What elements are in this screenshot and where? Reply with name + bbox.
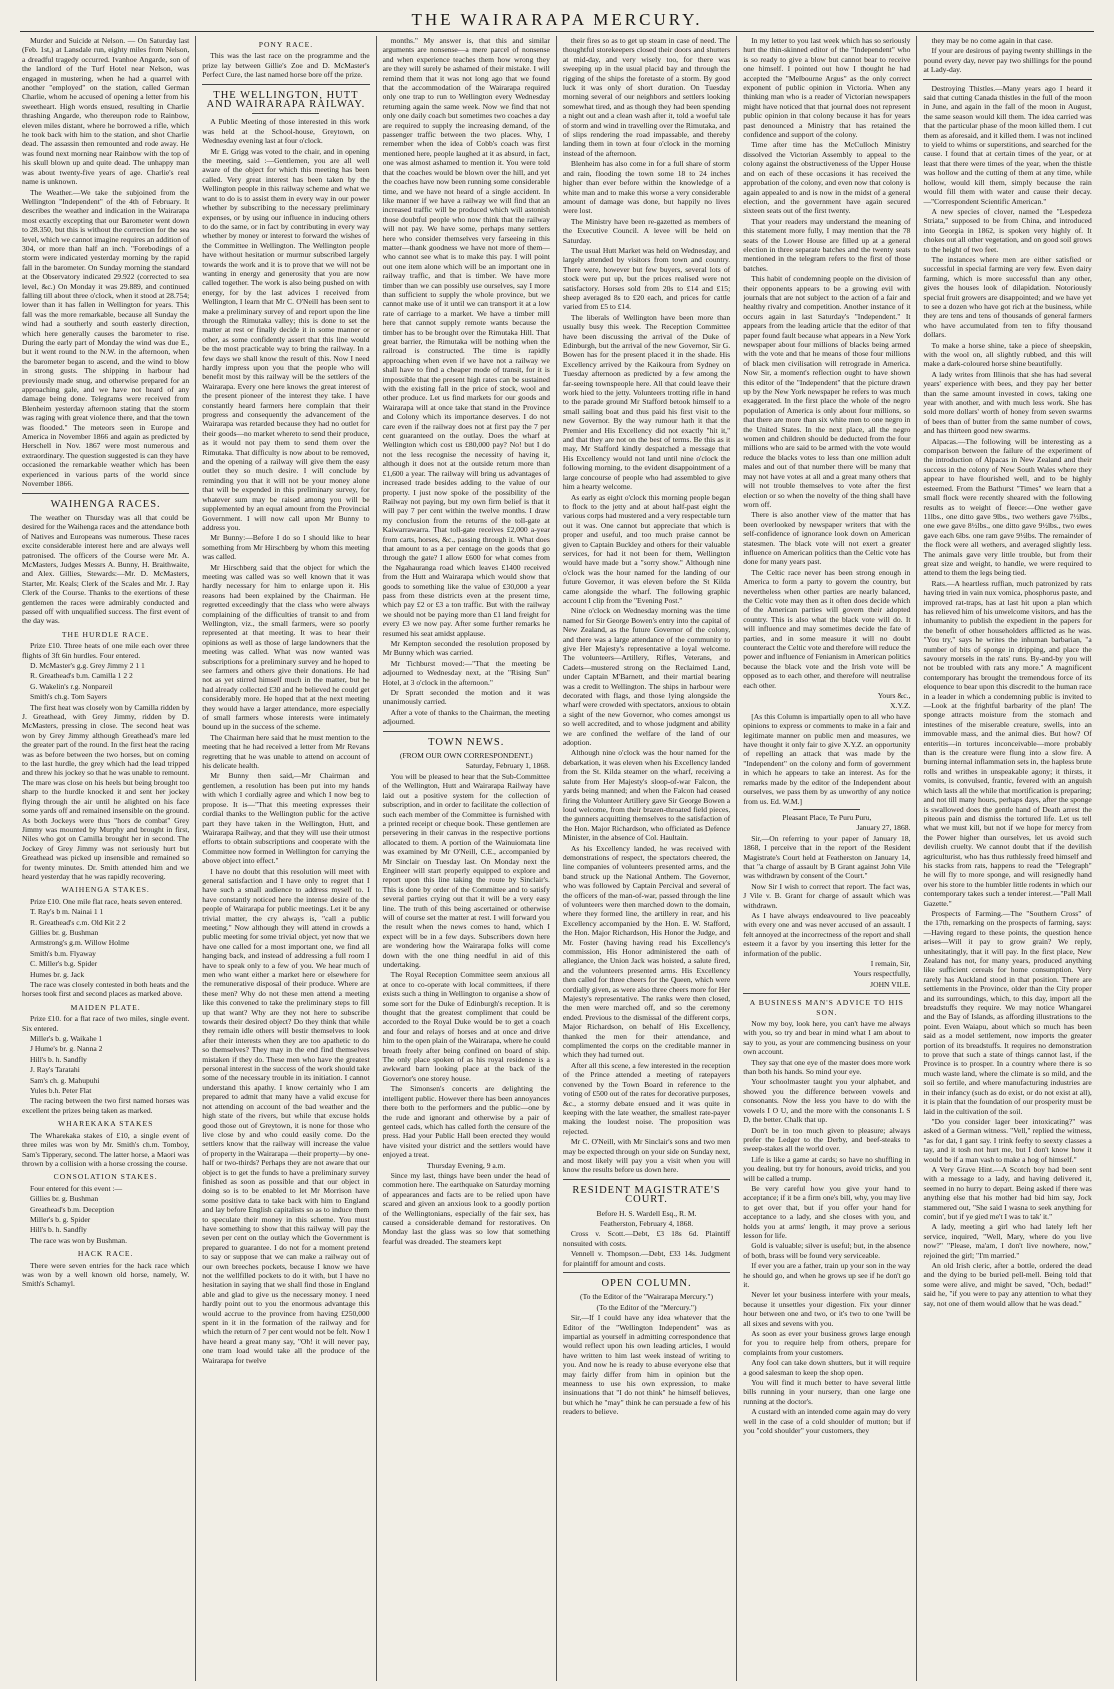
town-news-paragraph: Since my last, things have been under the head of commotion here. The earthquake on Saturday morning of appearances and facts are to be relied upon have scared and given an anxious look to a goodly portion of the Wellingtonians, especially of the fair sex, has caused a considerable demand for restoratives. On Monday last the glass was so low that something fearful was dreaded. The steamers kept bbox=[382, 1170, 550, 1246]
advice-paragraph: Any fool can take down shutters, but it will require a good salesman to keep the shop open. bbox=[743, 1358, 911, 1377]
advice-paragraph: Gold is valuable; silver is useful; but, in the absence of both, brass will be found very serviceable. bbox=[743, 1241, 911, 1260]
short-divider bbox=[252, 113, 319, 114]
race-entry: Miller's b. g. Spider bbox=[30, 1214, 91, 1224]
town-news-paragraph: Mr C. O'Neill, with Mr Sinclair's sons and two men may be expected through on your side on Sunday next, and most likely will pay you a visit when you will know the results before us down here. bbox=[562, 1137, 731, 1175]
heading-town-news: TOWN NEWS. bbox=[428, 736, 505, 748]
section-divider bbox=[202, 84, 369, 85]
letter-paragraph: There is also another view of the matter that has been overlooked by newspaper writers that with the self-confidence of ignorance look down on American statesmen. The black vote will not exert a greater influence on American politics than the Celtic vote has done for many years past. bbox=[743, 510, 911, 567]
heading-maiden-plate: MAIDEN PLATE. bbox=[70, 1002, 141, 1012]
advice-paragraph: Never let your business interfere with your meals, because it unsettles your digestion. Fix your dinner hour between one and two, or it's two to one 'twill be all sixes and sevens with you. bbox=[743, 1290, 911, 1328]
advice-paragraph: They say that one eye of the master does more work than both his hands. So mind your eye. bbox=[743, 1057, 911, 1077]
race-entry: Gillies br. g. Bushman bbox=[30, 1194, 99, 1204]
section-divider bbox=[22, 493, 189, 494]
railway-paragraph: Mr Tichburst moved:—"That the meeting be adjourned to Wednesday next, at the "Rising Sun" Hotel, at 3 o'clock in the afternoon." bbox=[382, 658, 550, 687]
letter-signature: JOHN VILE. bbox=[870, 979, 911, 989]
item-horse: To make a horse shine, take a piece of sheepskin, with the wool on, all slightly rubbed, and this will make a dark-coloured horse shine beautifully. bbox=[923, 340, 1092, 369]
race-entry: Sam's ch. g. Mahupuhi bbox=[30, 1075, 100, 1085]
railway-paragraph: I have no doubt that this resolution will meet with general satisfaction and I have only to regret that I have such a small audience to address myself to. I have constantly noticed here the intense desire of the people of Wairarapa for public meetings. Let it be any trivial matter, the cry always is, "call a public meeting." Now although they will attend in crowds a public meeting for some trivial object, yet now that we have one called for a most important one, we find all hanging back, and instead of addressing a full room I have to speak only to a few of you. We hear much of men who want either a market here or elsewhere for the remunerative disposal of their produce. Where are these men? Why do not these men attend a meeting like this convened to take the preliminary steps to fill up that want? Why are they not here to subscribe towards their desired object? Do they think that while they remain idle others will bestir themselves to look after their interests when they are too apathetic to do so themselves? They may in the end find themselves mistaken if they do. These men who have the greatest personal interest in the success of the work should take some of the necessary trouble in its initiation. I cannot understand this apathy. I know certainly who I am prepared to admit that many have a valid excuse for not attending on account of the bad weather and the high state of the rivers, but while that excuse holds good those out of Greytown, it is none for those who live close by and who could easily come. Do the settlers know that the railway will increase the value of property in the Wairarapa —their property—by one-half or two-thirds? Perhaps they are not aware that our object is to get the funds to have a preliminary survey finished as soon as possible and that our object in doing so is to be enabled to let Mr Morrison have some positive data to take back with him to England and lay before English capitalists so as to induce them to speculate their money in this scheme. You must have something to show that this railway will pay the seven per cent on the outlay which the Government is prepared to guarantee. I do not for a moment pretend to say or suppose that we can make a railway out of our own breeches pockets, because I know we have not the wellfilled pockets to do it with, but I have no hesitation in saying that we shall find those in England able and glad to give us the necessary money. I need hardly point out to you the enormous advantage this would accrue to the province from having £250,000 spent in it in the formation of the railway and for which the return of 7 per cent would not be felt. Now I have heard a great many say, "Oh! it will never pay, one tram load would take all the produce of the Wairarapa for twelve bbox=[202, 866, 370, 1365]
letter-signoff: Yours respectfully, bbox=[853, 969, 911, 979]
town-news-date: Thursday Evening, 9 a.m. bbox=[427, 1160, 506, 1170]
column-3 bbox=[377, 36, 557, 1681]
item-prospects: Prospects of Farming.—The "Southern Cross" of the 17th, remarking on the prospects of farming, says:—Having regard to these points, the question hence arises—Will it pay to grow grain? We reply, unhesitatingly, that it will pay. In the first place, New Zealand has not, for many years, produced anything like sufficient cereals for home consumption. Very rarely has Auckland stood in that position. There are settlements in the Province, older than the City proper and its surroundings, which, to this day, import all the breadstuffs they require. We may notice Whangarei and the Bay of Islands, as affording illustrations to the point. Even Waiapu, about which so much has been said as a model settlement, now imports the greater portion of its breadstuffs. It requires no demonstration to prove that such a state of things cannot last, if the Province is to prosper. In a country where there is so much waste land, where the climate is so mild, and the soil so fertile, and where manufacturing industries are in their infancy (such as do exist, or do not exist at all), it is plain that the foundation of our prosperity must be laid in the cultivation of the soil. bbox=[923, 908, 1092, 1116]
item-clover: A new species of clover, named the "Lespedeza Striata," supposed to be from China, and introduced into Georgia in 1862, is spoken very highly of. It chokes out all other vegetation, and on good soil grows to the height of two feet. bbox=[923, 206, 1092, 254]
item-lager: "Do you consider lager beer intoxicating?" was asked of a German witness. "Vell," replied the witness, "as for dat, I gant say. I trink feefty to seexty classes a tay, and it tosh not hurt me, but I don't know how it would be if a man vash to make a hog of himself." bbox=[923, 1116, 1092, 1164]
open-column-note: (To the Editor of the "Wairarapa Mercury.") bbox=[580, 1292, 714, 1302]
letter-paragraph: Now Sir I wish to correct that report. The fact was, J Vile v. B. Grant for charge of assault which was withdrawn. bbox=[743, 881, 911, 910]
race-entry: Humes br. g. Jack bbox=[30, 969, 85, 979]
column-6 bbox=[917, 36, 1097, 1681]
railway-paragraph: After a vote of thanks to the Chairman, the meeting adjourned. bbox=[382, 707, 550, 727]
heading-waihenga-races: WAIHENGA RACES. bbox=[50, 498, 161, 510]
race-entry: Smith's ch.g. Tom Sayers bbox=[30, 692, 107, 702]
letter-place: Pleasant Place, Te Puru Puru, bbox=[782, 812, 872, 822]
short-divider bbox=[793, 809, 860, 810]
column-4 bbox=[557, 36, 737, 1681]
maiden-report: The racing between the two first named horses was excellent the prizes being taken as marked. bbox=[22, 1096, 190, 1115]
railway-paragraph: Mr Bunny then said,—Mr Chairman and gentlemen, a resolution has been put into my hands with which I cordially agree and which I now beg to propose. It is—"That this meeting expresses their cordial thanks to the Wellington public for the active part they have taken in the Wellington, Hutt, and Wairarapa Railway, and that they will use their utmost efforts to obtain subscriptions and cooperate with the Committee now formed in Wellington for carrying the above object into effect." bbox=[202, 771, 370, 866]
court-case: Vennell v. Thompson.—Debt, £33 14s. Judgment for plaintiff for amount and costs. bbox=[562, 1249, 731, 1268]
advice-paragraph: A custard with an intended come again may do very well in the case of a cold shoulder of mutton; but if you "cold shoulder" your customers, they bbox=[743, 1407, 911, 1436]
item-alpacas: Alpacas.—The following will be interesting as a comparison between the failure of the experiment of the introduction of Alpacas in New Zealand and their success in the colony of New South Wales where they appear to have flourished well, and to be highly esteemed. From the Bathurst "Times" we learn that a small flock were recently sheared with the following results as to weight of fleece:—One wether gave 11lbs., one ditto gave 9lbs., two wethers gave 7½lbs., one ewe gave 8½lbs., one ditto gave 9½lbs., two ewes gave each 6lbs. one ram gave 9½lbs. The remainder of the flock were all wethers, and averaged slightly less. The animals gave very little trouble, but from their great size and weight, to handle, we were required to attend to them the legs being tied. bbox=[923, 436, 1092, 578]
race-entry: G. Wakelin's r.g. Nonpareil bbox=[30, 681, 113, 691]
race-entry: Greathead's b.m. Deception bbox=[30, 1204, 115, 1214]
heading-wharekaka-stakes: WHAREKAKA STAKES bbox=[57, 1119, 154, 1129]
column-2 bbox=[196, 36, 376, 1681]
letter-paragraph: That your readers may understand the meaning of this statement more fully, I may mention that the 78 seats of the Lower House are filled up at a general election in three separate batches and the twenty seats mentioned in the telegram refers to the first of those batches. bbox=[743, 216, 911, 273]
town-news-paragraph: The Royal Reception Committee seem anxious all at once to co-operate with local committees, if there exists such a thing in Wellington to organise a show of some sort for the Duke of Edinburgh's reception. It is thought that the greatest compliment that could be accorded to the Royal Duke would be to get a coach and four and relays of horses and at once and drive him to the open plain of the Wairarapa, where he could breath freely after being confined on board of ship. The only place spoken of as his royal residence is a awkward barn looking place at the back of the Governor's one storey house. bbox=[382, 970, 550, 1083]
masthead-rule bbox=[20, 31, 1094, 32]
advice-paragraph: Be very careful how you give your hand to acceptance; if it be a firm one's bill, why, you may live to get over that, but if you offer your hand for acceptance to a lady, and she closes with you, and holds you at arms' length, it may prove a serious lesson for life. bbox=[743, 1183, 911, 1240]
editor-note: [As this Column is impartially open to all who have opinions to express or comments to make in a fair and legitimate manner on public men and measures, we have thought it only fair to give X.Y.Z. an opportunity of repelling an attack that was made by the "Independent" on the colony and form of government in which he appears to take an interest. As for the remarks made by the editor of the Independent about ourselves, we pass them by as unworthy of any notice from us. Ed. W.M.] bbox=[743, 711, 911, 806]
advice-paragraph: Your schoolmaster taught you your alphabet, and showed you the difference between vowels and consonants. Now the less you have to do with the vowels I O U, and the more with the consonants L S D, the better. Chalk that up. bbox=[743, 1077, 911, 1125]
heading-waihenga-stakes: WAIHENGA STAKES. bbox=[61, 885, 150, 895]
letter-paragraph: Time after time has the McCulloch Ministry dissolved the Victorian Assembly to appeal to the colony against the obstructiveness of the Upper House and on each of these occasions it has received the approbation of the colony, and even now that colony is again appealed to and is now in the midst of a general election, and the government have again secured sixteen seats out of the first twenty. bbox=[743, 140, 911, 216]
section-divider bbox=[383, 731, 550, 732]
town-news-paragraph: Nine o'clock on Wednesday morning was the time named for Sir George Bowen's entry into the capital of New Zealand, as the future Governor of the colony, and there was a large attendance of the community to give Her Majesty's representative a loyal welcome. The volunteers—Artillery, Rifles, Veterans, and Cadets—mustered strong on the Reclaimed Land, under Captain M'Barnett, and their martial bearing was a credit to Wellington. The ships in harbour were decorated with flags, and those lying alongside the wharf were crowded with spectators, anxious to obtain a sight of the new Governor, who comes amongst us so well accredited, and to whose judgment and ability we are confined the welfare of the land of our adoption. bbox=[562, 606, 731, 748]
town-news-date: Saturday, February 1, 1868. bbox=[465, 761, 550, 771]
town-news-paragraph: As his Excellency landed, he was received with demonstrations of respect, the spectators cheered, the line companies of volunteers presented arms, and the band struck up the National Anthem. The Governor, who was followed by Captain Percival and several of the officers of the man-of-war, passed through the line of volunteers were then marched down to the domain, where they formed line, the artillery in rear, and his Excellency accompanied by the Hon. E. W. Stafford, the Hon. Major Richardson, His Honor the Judge, and Mr. Foster (having having read his Excellency's commission, His Honor administered the oath of allegiance, the Union Jack was hoisted, a salute fired, and the volunteers presented arms. His Excellency then called for three cheers for the Queen, which were cordially given, as were also three cheers more for Her Majesty's representative. The ranks were then closed, the men were marched off, and so the ceremony ended. Previous to the dismissal of the different corps, Major Richardson, on behalf of His Excellency, thanked the men for their attendance, and complimented the corps on the creditable manner in which they had turned out. bbox=[562, 843, 731, 1060]
article-murder: Murder and Suicide at Nelson. — On Saturday last (Feb. 1st,) at Lansdale run, eighty miles from Nelson, a dreadful tragedy occurred. Ivanhoe Angarde, son of the landlord of the Turf Hotel near Nelson, was engaged in mustering, when he had a quarrel with another "employed" on the station, called German Charlie, whom he accused of opening a letter from his sweetheart. High words ensued, resulting in Charlie thrashing Angarde, who thereupon rode to Rainbow, eleven miles distant, where he borrowed a rifle, which he took back with him to the station, and shot Charlie dead. The assassin then remounted and rode away. He was found next morning near Rainbow with the top of his skull blown up and quite dead. The unhappy man was about twenty-five years of age. Charlie's real name is unknown. bbox=[22, 36, 190, 187]
advice-paragraph: Life is like a game at cards; so have no shuffling in you dealing, but try for honours, avoid tricks, and you will be called a trump. bbox=[743, 1154, 911, 1183]
section-divider bbox=[563, 1179, 730, 1180]
heading-pony-race: PONY RACE. bbox=[258, 40, 314, 49]
town-news-paragraph: As early as eight o'clock this morning people began to flock to the jetty and at about half-past eight the various corps had mustered and a very respectable turn out it was. One cannot but appreciate that which is proper and useful, and too much praise cannot be given to Captain Buckley and others for their valuable services, for had it not been for them, Wellington would have made but a "sorry show." Although nine o'clock was the hour named for the landing of our future Governor, it was eleven before the St Kilda came alongside the wharf. The following graphic account I clip from the "Evening Post." bbox=[562, 492, 731, 605]
race-entry: R. Greathead's c.m. Old Kit 2 2 bbox=[30, 917, 126, 927]
column-5 bbox=[737, 36, 917, 1681]
hack-report: There were seven entries for the hack race which was won by a well known old horse, namely, W. Smith's Schamyl. bbox=[22, 1260, 190, 1289]
advice-paragraph: they may be no come again in that case. bbox=[931, 36, 1053, 45]
advice-paragraph: Now my boy, look here, you can't have me always with you, so try and bear in mind what I am about to say to you, as your are commencing business on your own account. bbox=[743, 1019, 911, 1057]
letter-paragraph: The Celtic race never has been strong enough in America to form a party to govern the country, but nevertheless when other parties are nearly balanced, the Celtic vote may then as it often does decide which of the American parties will govern their adopted country. This is also what the black vote will do. It will influence and may sometimes decide the fate of parties, and in some measure it will no doubt counteract the Celtic vote and therefore will reduce the power and influence of Fenianism in American politics because the black vote and the Irish vote will be opposed as to each other, and therefore will neutralise each other. bbox=[743, 567, 911, 690]
heading-open-column: OPEN COLUMN. bbox=[601, 1278, 692, 1289]
letter-date: January 27, 1868. bbox=[856, 823, 911, 833]
advice-paragraph: You will find it much better to have several little bills running in your nursery, than one large one running at the doctor's. bbox=[743, 1378, 911, 1406]
race-entry: Yules b.h. Peter Flat bbox=[30, 1086, 92, 1096]
court-before: Before H. S. Wardell Esq., R. M. bbox=[596, 1208, 697, 1218]
letter-paragraph: Sir,—On referring to your paper of January 18, 1868, I perceive that in the report of the Resident Magistrate's Court held at Featherston on January 14, that "a charge of assault by B Grant against John Vile was withdrawn by consent of the Court." bbox=[743, 833, 911, 881]
town-news-paragraph: their fires so as to get up steam in case of need. The thoughtful storekeepers closed their doors and shutters at mid-day, and very wisely too, for there was sweeping up in the usual placid bay and through the rigging of the ships the foretaste of a storm. By good luck it was only of short duration. On Tuesday morning several of our neighbors and settlers looking somewhat tired, and as though they had been spending a night out and a clean wash after it, told a woeful tale of storm and wind in travelling over the Rimutaka, and of slips rendering the road impassable, and thereby landing them in town at four o'clock in the morning instead of the afternoon. bbox=[562, 36, 731, 158]
town-news-paragraph: After all this scene, a few interested in the reception of the Prince attended a meeting of ratepayers convened by the Town Board in reference to the voting of £500 out of the rates for decorative purposes, &c., a stormy debate ensued and it was quite in keeping with the late weather, the smallest rate-payer making the loudest noise. The proposition was rejected. bbox=[562, 1060, 731, 1136]
item-bees: A lady writes from Illinois that she has had several years' experience with bees, and they pay her better than the same amount invested in cows, taking one year with another, and with much less work. She has sold more dollars' worth of honey from seven swarms of bees than of butter from the same number of cows, and has thirteen good new swarms. bbox=[923, 369, 1092, 436]
railway-paragraph: A Public Meeting of those interested in this work was held at the School-house, Greytown, on Wednesday evening last at four o'clock. bbox=[202, 117, 370, 146]
section-divider bbox=[563, 1272, 730, 1273]
race-entry: Miller's b. g. Waikahe 1 bbox=[30, 1034, 103, 1044]
race-entry: J Hume's br. g. Nanna 2 bbox=[30, 1044, 103, 1054]
town-news-paragraph: Blenheim has also come in for a full share of storm and rain, flooding the town some 18 to 24 inches higher than ever before within the knowledge of a white man and to make this worse a very considerable amount of damage was done, but happily no lives were lost. bbox=[562, 159, 731, 216]
town-news-paragraph: You will be pleased to hear that the Sub-Committee of the Wellington, Hutt and Wairarapa Railway have laid out a positive system for the collection of subscription, and in order to facilitate the collection of such each member of the Committee is furnished with a printed receipt or cheque book. These gentlemen are persevering in their canvas in the respective portions allocated to them. A portion of the Wainuiomata line was examined by Mr O'Neill, C.E., accompanied by Mr Sinclair on Tuesday last. On Monday next the Engineer will start properly equipped to explore and report upon this line taking the route by Sinclair's. This is done by order of the Committee and to satisfy several parties crying out that it will be a very easy line. The truth of this being ascertained or otherwise will of course set the matter at rest. I will forward you the result when the news comes to hand, which I expect will be in a few days. Subscribers down here are wondering how the Wairarapa folks will come down with the one thing needful in aid of this undertaking. bbox=[382, 771, 550, 969]
consolation-report: The race was won by Bushman. bbox=[30, 1235, 128, 1245]
race-entry: T. Ray's b m. Nainai 1 1 bbox=[30, 907, 104, 917]
heading-railway: THE WELLINGTON, HUTT AND WAIRARAPA RAILWAY. bbox=[206, 89, 366, 111]
advice-paragraph: If your are desirous of paying twenty shillings in the pound every day, never pay two shillings for the pound at Lady-day. bbox=[923, 46, 1092, 75]
race-entry: R. Greathead's b.m. Camilla 1 2 2 bbox=[30, 671, 133, 681]
court-case: Cross v. Scott.—Debt, £3 18s 6d. Plaintiff nonsuited with costs. bbox=[562, 1229, 731, 1248]
page-columns bbox=[16, 36, 1098, 1681]
railway-paragraph: Mr E. Grigg was voted to the chair, and in opening the meeting, said :—Gentlemen, you are all well aware of the object for which this meeting has been called. Very great interest has been taken by the Wellington people in this railway scheme and what we want to do is to assist them in every way in our power whether by subscribing to the necessary preliminary expenses, or by using our influence in inducing others to do the same, or in fact by contributing in every way whether by money or interest to forward the wishes of the Committee in Wellington. The Wellington people have without hesitation or murmur subscribed largely towards the work and it is to prove that we will not be wanting in energy and generosity that you are now called together. The work is also being pushed on with energy, for by the last advices I received from Wellington, I learn that Mr C. O'Neill has been sent to make a preliminary survey of and report upon the line through the Rimutaka valley; this is done to set the matter at rest or finally decide it in some manner or other, as some confidently assert that this line would be the most practicable way to bring the railway. In a few days we shall know the result of this. Now I need hardly impress upon you that the people who will benefit most by this railway will be the settlers of the Wairarapa. Every one here knows the great interest of the present pioneer of the interest they take. I have constantly heard farmers here complain that their progress and consequently the advancement of the Wairarapa was retarded because they had no outlet for their goods—no market whereto to send their produce, as it would not pay them to send them over the Rimutaka. That difficulty is now about to be removed, and the opening of a railway will give them the easy outlet they so much desire. I will conclude by reminding you that it will not be your money alone that will be expended in this preliminary survey, for whatever sum may be raised among you will be supplemented by an equal amount from the Provincial Government. I will now call upon Mr Bunny to address you. bbox=[202, 146, 370, 532]
heading-hurdle-race: THE HURDLE RACE. bbox=[61, 629, 150, 639]
consolation-intro: Four entered for this event :— bbox=[30, 1183, 123, 1193]
item-grave-hint: A Very Grave Hint.—A Scotch boy had been sent with a message to a lady, and having delivered it, seemed in no hurry to depart. Being asked if there was anything else that his mother had bid him say, Jock stammered out, "She said I wasna to seek anything for comin', but if ye gied me't I was to tak' it." bbox=[923, 1164, 1092, 1221]
town-news-paragraph: The Simonsen's concerts are delighting the intelligent public. However there has been annoyances there both to the performers and the public—one by the rude and ignorant and otherwise by a pair of genteel cads, which has called forth the censure of the press. Had your Public Hall been erected they would have visited your district and the settlers would have enjoyed a treat. bbox=[382, 1084, 550, 1160]
town-news-paragraph: The liberals of Wellington have been more than usually busy this week. The Reception Committee have been discussing the arrival of the Duke of Edinburgh, but the arrival of the new Governor, Sir G. Bowen has for the present placed it in the shade. His Excellency arrived by the Kaikoura from Sydney on Tuesday afternoon as predicted by a few among the far-seeing townspeople here. All that could leave their work hied to the jetty. Volunteers trotting rifle in hand to the parade ground Mr Stafford betook himself to a small sailing boat and thus paid his first visit to the new Governor. By the way rumour hath it that the Premier and His Excellency did not exactly "hit it," and that they are not on the best of terms. Be this as it may, Mr Stafford kindly despatched a message that His Excellency would not land until nine o'clock the following morning, to the evident disappointment of a large concourse of people who had assembled to give him a hearty welcome. bbox=[562, 312, 731, 492]
letter-signature: X.Y.Z. bbox=[890, 701, 911, 711]
letter-signoff: Yours &c., bbox=[877, 691, 911, 701]
advice-paragraph: As soon as ever your business grows large enough for you to require help from others, prepare for complaints from your customers. bbox=[743, 1329, 911, 1357]
railway-paragraph: Mr Hirschberg said that the object for which the meeting was called was so well known that it was hardly necessary for him to enlarge upon it. His reasons had been explained by the Chairman. He regretted exceedingly that the class who were always complaining of the difficulties of transit to and from Wellington, viz., the small farmers, were so poorly represented at that meeting. It was to hear their opinions as well as those of large landowners that the meeting was called. What was now wanted was subscriptions for a preliminary survey and he hoped to see farmers and others give their donations. He had not as yet stirred himself much in the matter, but he had already collected £30 and he believed he could get considerably more. He hoped that at the next meeting they would have a larger attendance, more especially of small farmers whose interests were intimately bound up in the success of the scheme. bbox=[202, 562, 370, 732]
stakes-prize: Prize £10. One mile flat race, heats seven entered. bbox=[30, 896, 183, 906]
advice-paragraph: Don't be in too much given to pleasure; always prefer the Ledger to the Derby, and beef-steaks to sweep-stakes all the world over. bbox=[743, 1125, 911, 1154]
race-entry: Hill's b. h. Sandfly bbox=[30, 1225, 87, 1235]
race-entry: C. Miller's b.g. Spider bbox=[30, 959, 98, 969]
letter-signoff: I remain, Sir, bbox=[870, 959, 911, 968]
masthead bbox=[0, 0, 1114, 34]
races-intro: The weather on Thursday was all that could be desired for the Waihenga races and the attendance both of Natives and Europeans was numerous. These races excite considerable interest here and are always well patronised. The officers of the Course were Mr. A. McMasters, Judges Messrs A. Bunny, H. Braithwaite, and Alex. Gillies, Stewards:—Mr. D. McMasters, Starter, Mr. Keals; Clerk of the Scales and Mr. J. Ray Clerk of the Course. Thanks to the exertions of these gentlemen the races were admirably conducted and passed off with unqualified success. The first event of the day was. bbox=[22, 512, 190, 626]
hurdle-report: The first heat was closely won by Camilla ridden by J. Greathead, with Grey Jimmy, ridden by D. McMasters, pressing in close. The second heat was won by Grey Jimmy although Greathead's mare led the greater part of the round. In the first heat the racing was as before between the two horses, but on coming to the last hurdle, the grey which had the lead tripped and threw his jockey so that he was unable to remount. The mare was close on his heels but being brought too sharp to the hurdle knocked it and sent her jockey flying through the air until he alighted on his face some yards off and remained insensible on the ground. As both Jockeys were thus "hors de combat" Grey Jimmy was mounted by Murphy and brought in first, Niles who got on Camilla brought her in second. The Jockey of Grey Jimmy was not seriously hurt but Greathead was picked up insensible and remained so for twenty minutes. Dr. Smith attended him and we heard yesterday that he was rapidly recovering. bbox=[22, 702, 190, 881]
town-news-paragraph: Although nine o'clock was the hour named for the debarkation, it was eleven when his Excellency landed from the St. Kilda steamer on the wharf, receiving a salute from Her Majesty's sloop-of-war Falcon, the yards being manned; and when the Falcon had ceased firing the Volunteer Artillery gave Sir George Bowen a loud welcome, from their brazen-throated field pieces, the gunners acquitting themselves to the satisfaction of the Hon. Major Richardson, who officiated as Defence Minister, in the absence of Col. Haultain. bbox=[562, 748, 731, 843]
race-entry: Hill's b. h. Sandfly bbox=[30, 1054, 87, 1064]
section-divider bbox=[743, 993, 910, 994]
newspaper-title: THE WAIRARAPA MERCURY. bbox=[411, 10, 703, 29]
town-news-byline: (FROM OUR OWN CORRESPONDENT.) bbox=[399, 751, 533, 761]
race-entry: Smith's b.m. Flyaway bbox=[30, 948, 96, 958]
court-date: Featherston, February 4, 1868. bbox=[599, 1218, 694, 1228]
item-farming: The instances where men are either satisfied or successful in special farming are very few. Even dairy farming, which is more successful than any other, gives the houses look of dilapidation. Notoriously special fruit growers are disappointed; and we have yet to see a dozen who have got rich at the business, while they are tens and tens of thousands of general farmers who have accumulated from ten to fifty thousand dollars. bbox=[923, 254, 1092, 340]
race-entry: D. McMaster's g.g. Grey Jimmy 2 1 1 bbox=[30, 661, 145, 670]
heading-business-advice: A BUSINESS MAN'S ADVICE TO HIS SON. bbox=[749, 998, 904, 1017]
heading-magistrates-court: RESIDENT MAGISTRATE'S COURT. bbox=[572, 1184, 721, 1206]
railway-paragraph: Mr Kempton seconded the resolution proposed by Mr Bunny which was carried. bbox=[382, 639, 550, 658]
item-irish-cleric: An old Irish cleric, after a bottle, ordered the dead and the dying to be buried pell-mell. Being told that some were alive, and might be saved, "Och, bedad!" said he, "if you were to pay any attention to what they say, not one of them would allow that he was dead." bbox=[923, 1261, 1092, 1308]
railway-paragraph: The Chairman here said that he must mention to the meeting that he had received a letter from Mr Revans regretting that he was unable to attend on account of his delicate health. bbox=[202, 732, 370, 771]
section-divider bbox=[923, 79, 1091, 80]
letter-paragraph: Sir,—If I could have any idea whatever that the Editor of the "Wellington Independent" was as impartial as yourself in admitting correspondence that would reflect upon his own leading articles, I would have written to him last week instead of writing to you. And now he is ready to abuse everyone else that may fairly differ from him in opinion but the meanness to use his own expression, to make insinuations that "I do not think" he himself believes, but which he "may" think he can persuade a few of his readers to believe. bbox=[562, 1313, 731, 1417]
maiden-prize: Prize £10. for a flat race of two miles, single event. Six entered. bbox=[22, 1014, 190, 1033]
railway-paragraph: Dr Spratt seconded the motion and it was unanimously carried. bbox=[382, 688, 550, 707]
railway-paragraph: months." My answer is, that this and similar arguments are nonsense—a mere parcel of nonsense and when experience teaches them how wrong they are they will surely be ashamed of their mistake. I will remind them that it was not long ago that we found that the accommodation of the Wairarapa required only one trap to run to Wellington every Wednesday returning again the same week. Now we find that not only one daily coach but sometimes two coaches a day are required to supply the increasing demand, of the passenger traffic between the two places. Why, I remember when the idea of Cobb's coach was first mentioned here, people laughed at it as absurd, in fact, one was almost ashamed to mention it. You were told that the coaches would be blown over the hill, and yet the coaches have now been running some considerable time, and we have not heard of a single accident. In like manner if we have a railway we will find that an increased traffic will be produced which will astonish those doubtful people who now think that the railway will not pay. We have some, perhaps many settlers here who consider themselves very farseeing in this matter—thank goodness we have not more of them—who cannot see what is to make this pay. I will point out one item alone which will be an important one in railway traffic, and that is timber. We have more timber than we can possibly use ourselves, say I more than sufficient to supply the whole province, but we cannot make use of it until we can transport it at a low rate of carriage to a market. We have a timber mill here that cannot supply remote wants because the timber has to be brought over the Rimutaka Hill. That great barrier, the Rimutaka will be nothing when the railroad is constructed. The time is rapidly approaching when even if we have not a railway we shall have to find a cheaper mode of transit, for it is impossible that the present high rates can be sustained with the existing fall in the price of stock, wool and other produce. Let us find markets for our goods and Wairarapa will at once take that stand in the Province and Colony which its importance deserves. I do not care even if the railway does not at first pay the 7 per cent guaranteed on the outlay. Does the wharf at Wellington which cost us £80,000 pay? No! but I do not the less recognise the necessity of having it, although it does not at the outside return more than £1,600 a year. The railway will bring us advantages of increased trade besides adding to the value of our property. I just now spoke of the possibility of the Railway not paying, but my own firm belief is that it will pay 7 per cent within the twelve months. I draw my conclusion from the returns of the toll-gate at Kaiwarrawarra. That toll-gate receives £2,000 a-year from carts, horses, &c., passing through it. What does that amount to as a per centage on the goods that go through the gate? I allow £600 for what comes from the Ngahauranga road which leaves £1400 received from the Hutt and Wairarapa which would show that goods to something like the value of £30,000 a year pass from these districts even at the present time, which pay £2 or £3 a ton traffic. But with the railway we should not be paying more than £1 land freight for every £3 we now pay. After some further remarks he resumed his seat amidst applause. bbox=[382, 36, 550, 638]
letter-paragraph: In my letter to you last week which has so seriously hurt the thin-skinned editor of the "Independent" who is so ready to give a blow but cannot bear to receive one himself. I pointed out how I thought he had accepted the "Melbourne Argus" as the only correct exponent of public opinion in Victoria. When any thinking man who is a reader of Victorian newspapers might have noticed that that journal does not represent public opinion in that colony because it has for years past denounced a Ministry that has retained the confidence and support of the colony. bbox=[743, 36, 911, 140]
race-entry: Armstrong's g.m. Willow Holme bbox=[30, 938, 130, 948]
hurdle-prize: Prize £10. Three heats of one mile each over three flights of 3ft 6in hurdles. Four entered. bbox=[22, 641, 190, 660]
pony-report: This was the last race on the programme and the prize lay between Gillie's Zoe and D. McMaster's Perfect Cure, the last named horse bore off the prize. bbox=[202, 51, 370, 80]
town-news-paragraph: The usual Hutt Market was held on Wednesday, and largely attended by visitors from town and country. There were, however but few buyers, several lots of stock were put up, but the prices realised were not satisfactory. Horses sold from 20s to £14 and £15; sheep averaged 8s to £20 each, and prices for cattle varied from £5 to £14. bbox=[562, 245, 731, 312]
stakes-report: The race was closely contested in both heats and the horses took first and second places as marked above. bbox=[22, 980, 190, 999]
item-rats: Rats.—A heartless ruffian, much patronized by rats having tried in vain nux vomica, phosphorus paste, and improved rat-traps, has at last hit upon a plan which has relieved him of his unwelcome visitors, and has the inhumanity to publish the expedient in the papers for the benefit of other householders afflicted as he was. "You try," says he writes the inhuman barbarian, "a number of bits of sponge in dripping, and place the savoury morsels in the rats' runs. By-and-by you will not be troubled with rats any more." A magnificent contemporary has brought the tremendous force of its eloquence to bear upon this discredit to the human race in a leader in which a condemning public is invited to—Look at the frightful barbarity of the plan! The sponge attracts moisture from the stomach and intestines of the miserable creature, swells, into an immovable mass, and the animal dies. But how? Of enteritis—in tortures inconceivable—more probably than is the creature were flung into a slow fire. A burning internal inflammation sets in, the hapless brute rolls and writhes in unspeakable agony; it thirsts, it vomits, is convulsed, frantic, fevered with an anguish which lasts all the while that mortification is preparing; and not till many hours, perhaps days, after the sponge is swallowed does the gentle hand of Death arrest the piteous pain and dismiss the tortured life. Let us tell what we must kill, but not if we hope for mercy from the Power higher than ourselves, let us avoid such devilish cruelty. We cannot doubt that if the devilish agriculturist, who has thus ruthlessly freed himself and his stacks from rats, happens to read the "Telegraph" he will fly to more sponge, and will resignedly hand over his store to the humbler little rodents in which our contemporary takes such a tender interest.—"Pall Mall Gazette." bbox=[923, 578, 1092, 908]
heading-consolation-stakes: CONSOLATION STAKES. bbox=[53, 1172, 158, 1182]
race-entry: Gillies br. g. Bushman bbox=[30, 927, 99, 937]
town-news-paragraph: The Ministry have been re-gazetted as members of the Executive Council. A levee will be held on Saturday. bbox=[562, 216, 731, 245]
column-1 bbox=[16, 36, 196, 1681]
letter-paragraph: As I have always endeavoured to live peaceably with every one and was never accused of an assault. I felt annoyed at the incorrectness of the report and shall esteem it a favor by you inserting this letter for the information of the public. bbox=[743, 910, 911, 958]
heading-hack-race: HACK RACE. bbox=[77, 1249, 134, 1259]
race-entry: J. Ray's Taratahi bbox=[30, 1065, 80, 1075]
railway-paragraph: Mr Bunny:—Before I do so I should like to hear something from Mr Hirschberg by whom this meeting was called. bbox=[202, 533, 370, 562]
open-column-to: (To the Editor of the "Mercury.") bbox=[596, 1302, 697, 1312]
item-mary: A lady, meeting a girl who had lately left her service, inquired, "Well, Mary, where do you live now?" "Please, ma'am, I don't live nowhere, now," rejoined the girl; "I'm married." bbox=[923, 1222, 1092, 1260]
advice-paragraph: If ever you are a father, train up your son in the way he should go, and when he grows up see if he don't go it. bbox=[743, 1261, 911, 1289]
letter-paragraph: This habit of condemning people on the division of their opponents appears to be a growing evil with journals that are not subject to the action of a fair and healthy rivalry and competition. Another instance of it occurs again in last Saturday's "Independent." It appears from the leading article that the editor of that paper found fault because what appears in a New York newspaper about four millions of blacks being armed with the vote and that he means of those four millions of black men civilisation will retrograde in America. Now Sir, a moment's reflection ought to have shown this editor of the "Independent" that the picture drawn up by the New York newspaper he refers to was much exaggerated. In the first place the whole of the negro population of America is only about four millions, so that there are more than six white men to one negro in the United States. In the next place, all the negro women and children should be deducted from the four millions who are said to be armed with the vote would reduce the blacks votes to less than one million adult males and out of that number there will be many that may not have votes at all and a great many others that will not trouble themselves to vote after the first election or so when the novelty of the thing shall have worn off. bbox=[743, 274, 911, 509]
article-weather: The Weather.—We take the subjoined from the Wellington "Independent" of the 4th of February. It describes the weather and indication in the Wairarapa most exactly excepting that our Barometer went down to 28.350, but this is without the correction for the sea level, which we cannot imagine requires an addition of 304, or more than half an inch. "Forebodings of a storm were indicated yesterday morning by the rapid fall in the barometer. On Sunday morning the standard at the Observatory indicated 29.922 (corrected to sea level, &c.) On Monday it was 29.889, and continued falling till about three o'clock, when it stood at 28.754; lower than it has fallen in Wellington for years. This fall was the more remarkable, because all Sunday the wind had a southerly and south easterly direction, which here generally causes the barometer to rise. During the early part of Monday the wind was due E., but it went round to the N.W. in the afternoon, when the barometer began to ascend, and the wind to blow in strong gusts. The shipping in harbour had previously made snug, and otherwise prepared for an approaching gale, and we have not heard of any damage being done. Telegrams were received from Blenheim yesterday afternoon stating that the storm was raging with great violence there, and that the town was flooded." The meteors seen in Europe and America in November 1866 and again as predicted by Herschell in Nov. 1867 were most numerous and extraordinary. The question suggested is can they have occasioned the remarkable weather which has been experienced in various parts of the world since November 1866. bbox=[22, 187, 190, 489]
item-thistles: Destroying Thistles.—Many years ago I heard it said that cutting Canada thistles in the full of the moon in June, and again in the fall of the moon in August, the same season would kill them. The idea carried was that the particular phase of the moon killed them. I cut them as aforesaid, and it killed them. I was not inclined to yield to whims or superstitions, and searched for the cause. I found that at certain times of the year, or at least that there were times of the year, when the thistle was hollow and the cutting of them at any time, while hollow, would kill them, simply because the rain would fill them with water and cause their decay.—"Correspondent Scientific American." bbox=[923, 83, 1092, 206]
wharekaka-report: The Wharekaka stakes of £10, a single event of three miles was won by Mr. Smith's ch.m. Tomboy, Sam's Tipperary, second. The latter horse, a Maori was thrown by a collision with a horse crossing the course. bbox=[22, 1130, 190, 1168]
